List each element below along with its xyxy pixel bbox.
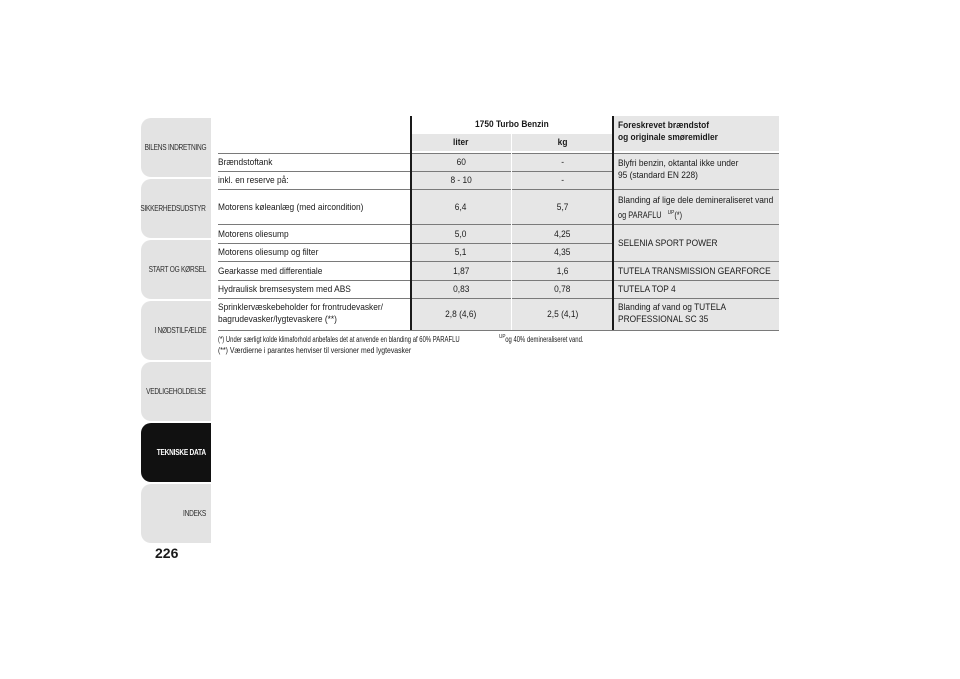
fuel-spec-cell: SELENIA SPORT POWER [613, 224, 779, 261]
column-divider [511, 134, 512, 330]
tab-bilens-indretning[interactable] [141, 118, 211, 177]
tab-label: START OG KØRSEL [148, 265, 206, 274]
fuel-spec-cell: TUTELA TOP 4 [613, 280, 779, 298]
tab-sikkerhedsudstyr[interactable] [141, 179, 211, 238]
tab-start-og-korsel[interactable] [141, 240, 211, 299]
col-header-kg: kg [512, 134, 613, 151]
tab-tekniske-data[interactable] [141, 423, 211, 482]
footnote-1: (*) Under særligt kolde klimaforhold anbefales det at anvende en blanding af 60% PARAFLU $^{UP}$og 40% demineraliseret vand. [218, 334, 584, 344]
table-cell-kg: 4,35 [512, 243, 613, 261]
fuel-spec-cell: Blanding af lige dele demineraliseret vand og PARAFLU $^{UP}$(*) [613, 189, 779, 224]
tab-i-nodstilfaelde[interactable] [141, 301, 211, 360]
tab-label: INDEKS [183, 509, 206, 518]
tab-label: SIKKERHEDSUDSTYR [140, 204, 206, 213]
column-divider [410, 116, 412, 330]
table-row-label: inkl. en reserve på: [218, 171, 411, 189]
table-cell-kg: - [512, 171, 613, 189]
page-number: 226 [155, 545, 179, 561]
table-cell-kg: - [512, 153, 613, 171]
table-row-label: Motorens oliesump [218, 224, 411, 243]
fuel-spec-cell: TUTELA TRANSMISSION GEARFORCE [613, 261, 779, 280]
table-row-label: Gearkasse med differentiale [218, 261, 411, 280]
table-cell-kg: 0,78 [512, 280, 613, 298]
fuel-spec-cell: Blanding af vand og TUTELA PROFESSIONAL SC 35 [613, 298, 779, 330]
table-cell-kg: 2,5 (4,1) [512, 298, 613, 330]
table-cell-liter: 6,4 [411, 189, 511, 224]
table-cell-liter: 8 - 10 [411, 171, 511, 189]
table-cell-liter: 2,8 (4,6) [411, 298, 511, 330]
table-row-label: Sprinklervæskebeholder for frontrudevasker/ bagrudevasker/lygtevaskere (**) [218, 298, 411, 330]
table-cell-liter: 5,0 [411, 224, 511, 243]
table-row-label: Motorens oliesump og filter [218, 243, 411, 261]
table-cell-kg: 4,25 [512, 224, 613, 243]
table-cell-liter: 0,83 [411, 280, 511, 298]
table-cell-liter: 1,87 [411, 261, 511, 280]
table-row-label: Motorens køleanlæg (med aircondition) [218, 189, 411, 224]
table-bottom-rule [218, 330, 779, 331]
column-divider [612, 116, 614, 330]
fuel-header: Foreskrevet brændstof og originale smøremidler [613, 116, 779, 151]
footnotes [218, 332, 658, 356]
tab-label: TEKNISKE DATA [156, 448, 206, 457]
tab-vedligeholdelse[interactable] [141, 362, 211, 421]
table-cell-kg: 5,7 [512, 189, 613, 224]
table-row-label: Hydraulisk bremsesystem med ABS [218, 280, 411, 298]
table-cell-liter: 5,1 [411, 243, 511, 261]
col-header-liter: liter [411, 134, 511, 151]
tab-label: BILENS INDRETNING [144, 143, 206, 152]
fuel-spec-cell: Blyfri benzin, oktantal ikke under 95 (standard EN 228) [613, 153, 779, 189]
tab-label: I NØDSTILFÆLDE [154, 326, 206, 335]
table-cell-liter: 60 [411, 153, 511, 171]
table-row-label: Brændstoftank [218, 153, 411, 171]
footnote-2: (**) Værdierne i parantes henviser til versioner med lygtevasker [218, 345, 412, 355]
tab-indeks[interactable] [141, 484, 211, 543]
table-cell-kg: 1,6 [512, 261, 613, 280]
tab-label: VEDLIGEHOLDELSE [146, 387, 206, 396]
group-header: 1750 Turbo Benzin [475, 119, 549, 130]
